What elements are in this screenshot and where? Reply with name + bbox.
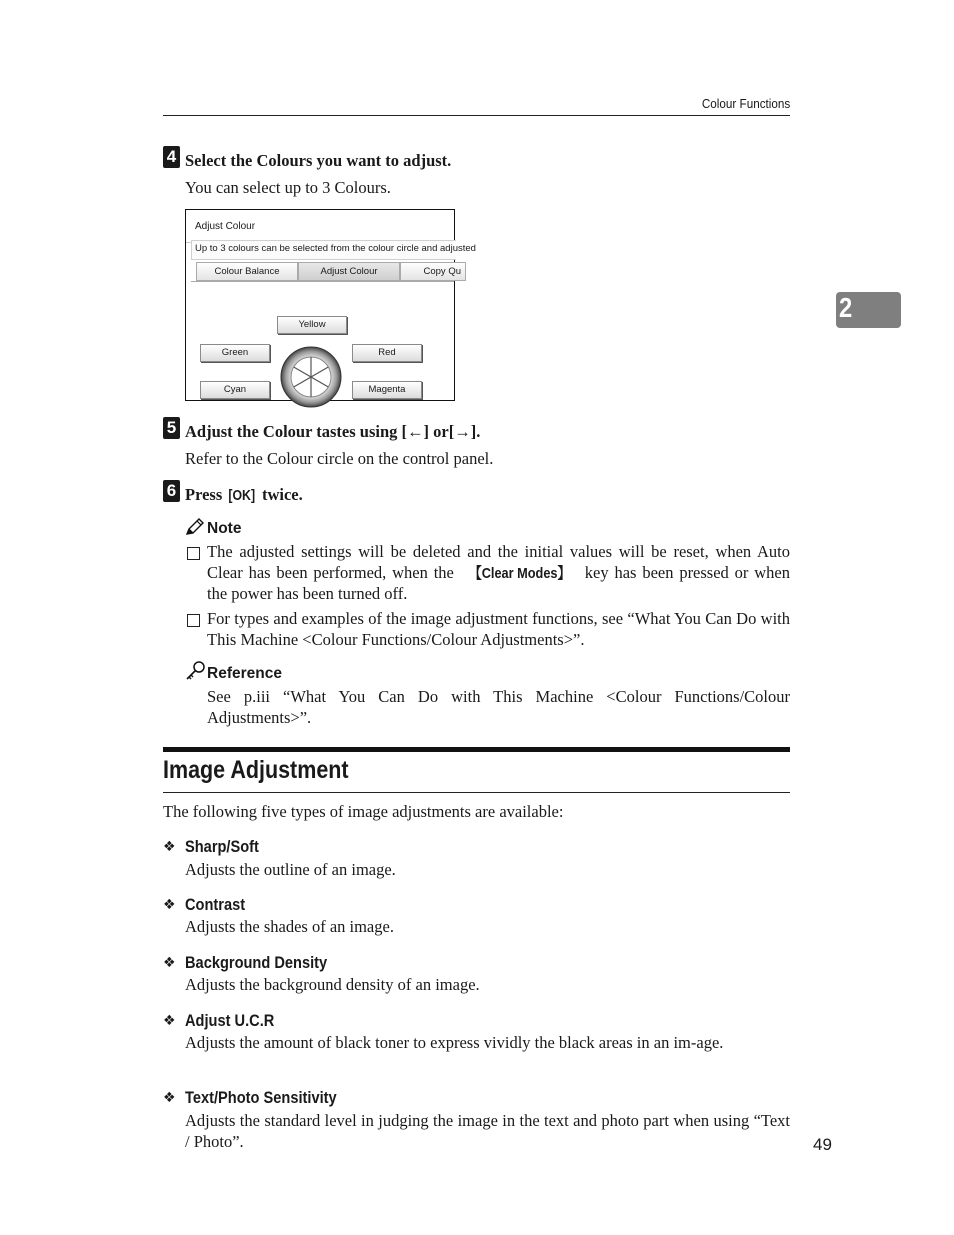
panel-info-bar xyxy=(191,240,476,260)
step-5-body: Refer to the Colour circle on the control panel. xyxy=(185,449,494,468)
panel-info-text: Up to 3 colours can be selected from the colour circle and adjusted xyxy=(195,243,476,254)
clear-modes-key: 【Clear Modes】 xyxy=(468,564,570,582)
step-marker-5: 5 xyxy=(163,417,180,439)
diamond-bullet-icon: ❖ xyxy=(163,1013,176,1029)
green-button[interactable]: Green xyxy=(200,344,270,362)
item-desc-text-photo-sensitivity: Adjusts the standard level in judging the image in the text and photo part when using “Text / Photo”. xyxy=(185,1111,790,1151)
chapter-number: 2 xyxy=(839,292,853,323)
cyan-button[interactable]: Cyan xyxy=(200,381,270,399)
item-desc-contrast: Adjusts the shades of an image. xyxy=(185,917,394,936)
tab-colour-balance[interactable]: Colour Balance xyxy=(196,262,298,281)
tab-copy-quality[interactable]: Copy Qu xyxy=(400,262,466,281)
diamond-bullet-icon: ❖ xyxy=(163,897,176,913)
note-heading: Note xyxy=(207,520,242,537)
pencil-icon xyxy=(185,518,205,536)
colour-circle-icon xyxy=(280,346,342,408)
item-heading-adjust-ucr: Adjust U.C.R xyxy=(185,1011,275,1030)
reference-text: See p.iii “What You Can Do with This Machine <Colour Functions/Colour Adjustments>”. xyxy=(207,687,790,727)
chapter-tab xyxy=(836,292,901,328)
tab-underline xyxy=(191,281,454,282)
note-item-2: For types and examples of the image adjustment functions, see “What You Can Do with This Machine <Colour Functions/Colour Adjustments>”. xyxy=(207,609,790,649)
adjust-colour-screenshot xyxy=(185,209,476,401)
section-rule-top xyxy=(163,747,790,752)
running-header xyxy=(163,95,790,116)
key-icon xyxy=(185,660,207,680)
item-desc-background-density: Adjusts the background density of an image. xyxy=(185,975,480,994)
section-title: Image Adjustment xyxy=(163,756,349,784)
section-intro: The following five types of image adjustments are available: xyxy=(163,802,564,821)
step-6-title xyxy=(185,485,303,505)
note-bullet-box xyxy=(187,614,200,627)
note-item-1-text-b: key has been pressed or when the power has been turned off. xyxy=(207,562,790,603)
item-heading-sharp-soft: Sharp/Soft xyxy=(185,837,259,856)
panel-title: Adjust Colour xyxy=(195,221,256,232)
item-desc-sharp-soft: Adjusts the outline of an image. xyxy=(185,860,396,879)
note-bullet-box xyxy=(187,547,200,560)
page-number: 49 xyxy=(813,1135,832,1154)
step-4-body: You can select up to 3 Colours. xyxy=(185,178,391,197)
item-heading-contrast: Contrast xyxy=(185,895,246,914)
yellow-button[interactable]: Yellow xyxy=(277,316,347,334)
magenta-button[interactable]: Magenta xyxy=(352,381,422,399)
panel-title-bar xyxy=(186,210,454,243)
item-heading-background-density: Background Density xyxy=(185,953,328,972)
step-marker-4: 4 xyxy=(163,146,180,168)
ok-key: [OK] xyxy=(228,488,256,504)
item-desc-adjust-ucr: Adjusts the amount of black toner to express vividly the black areas in an im-age. xyxy=(185,1033,724,1052)
red-button[interactable]: Red xyxy=(352,344,422,362)
diamond-bullet-icon: ❖ xyxy=(163,839,176,855)
running-header-text: Colour Functions xyxy=(701,96,790,111)
tab-adjust-colour[interactable]: Adjust Colour xyxy=(298,262,400,281)
reference-heading: Reference xyxy=(207,665,282,682)
diamond-bullet-icon: ❖ xyxy=(163,955,176,971)
item-heading-text-photo-sensitivity: Text/Photo Sensitivity xyxy=(185,1088,337,1107)
step-6-title-after: twice. xyxy=(257,485,303,504)
note-item-1-text-a: The adjusted settings will be deleted and the initial values will be reset, when Auto Clear has been performed, when the xyxy=(207,542,790,582)
diamond-bullet-icon: ❖ xyxy=(163,1090,176,1106)
step-marker-6: 6 xyxy=(163,480,180,502)
note-item-1 xyxy=(207,542,790,605)
step-6-title-before: Press xyxy=(185,485,227,504)
section-rule-bottom xyxy=(163,792,790,793)
step-4-title: Select the Colours you want to adjust. xyxy=(185,151,452,170)
step-5-title: Adjust the Colour tastes using [←] or[→]. xyxy=(185,422,481,441)
